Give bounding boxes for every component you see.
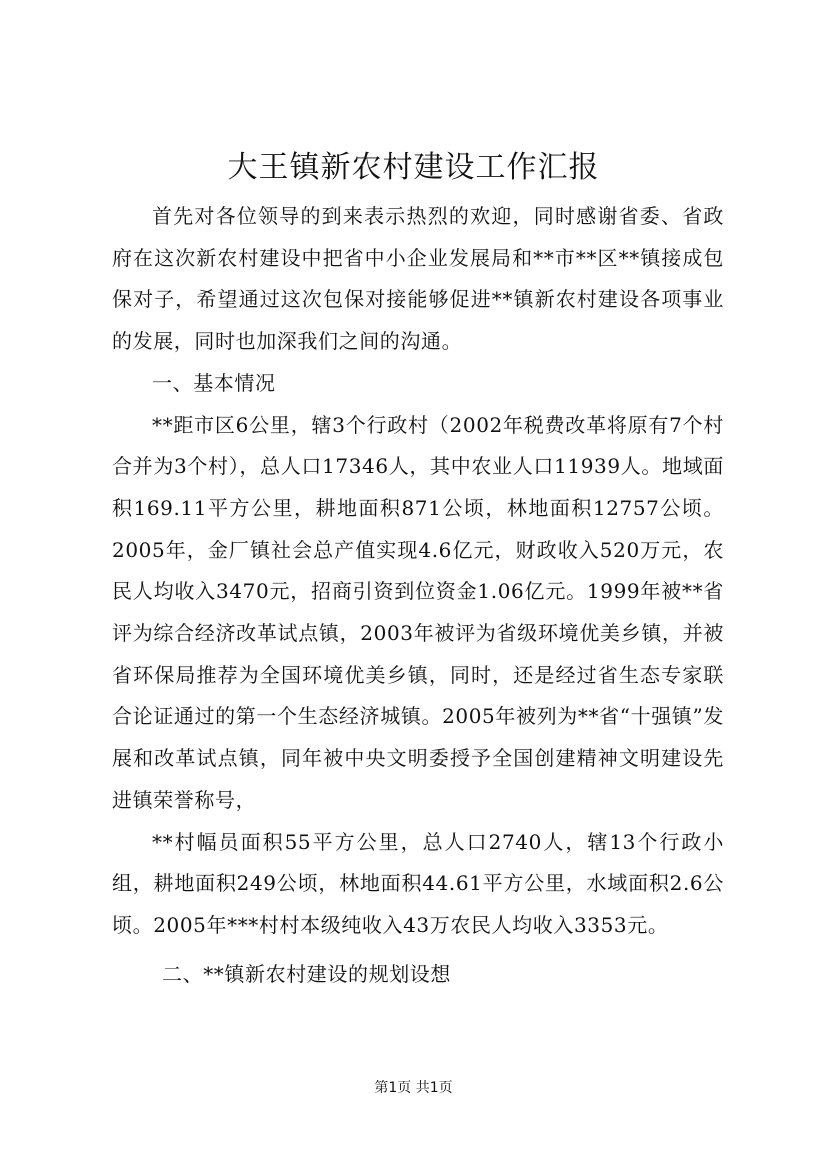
section-heading-basic-info: 一、基本情况 bbox=[152, 370, 276, 395]
document-body bbox=[112, 196, 724, 995]
section-heading-planning: 二、**镇新农村建设的规划设想 bbox=[162, 961, 451, 986]
paragraph-village-info: **村幅员面积55平方公里，总人口2740人，辖13个行政小组，耕地面积249公顷，林地面积44.61平方公里，水域面积2.6公顷。2005年***村村本级纯收入43万农民人均收入3353元。 bbox=[112, 829, 724, 937]
document-title: 大王镇新农村建设工作汇报 bbox=[227, 150, 600, 185]
page-number-footer: 第1页 共1页 bbox=[374, 1080, 453, 1096]
paragraph-town-info: **距市区6公里，辖3个行政村（2002年税费改革将原有7个村合并为3个村），总人口17346人，其中农业人口11939人。地域面积169.11平方公里，耕地面积871公顷，林地面积12757公顷。2005年，金厂镇社会总产值实现4.6亿元，财政收入520万元，农民人均收入3470元，招商引资到位资金1.06亿元。1999年被**省评为综合经济改革试点镇，2003年被评为省级环境优美乡镇，并被省环保局推荐为全国环境优美乡镇，同时，还是经过省生态专家联合论证通过的第一个生态经济城镇。2005年被列为**省“十强镇”发展和改革试点镇，同年被中央文明委授予全国创建精神文明建设先进镇荣誉称号， bbox=[112, 412, 724, 812]
paragraph-intro: 首先对各位领导的到来表示热烈的欢迎，同时感谢省委、省政府在这次新农村建设中把省中小企业发展局和**市**区**镇接成包保对子，希望通过这次包保对接能够促进**镇新农村建设各项事业的发展，同时也加深我们之间的沟通。 bbox=[112, 204, 724, 354]
